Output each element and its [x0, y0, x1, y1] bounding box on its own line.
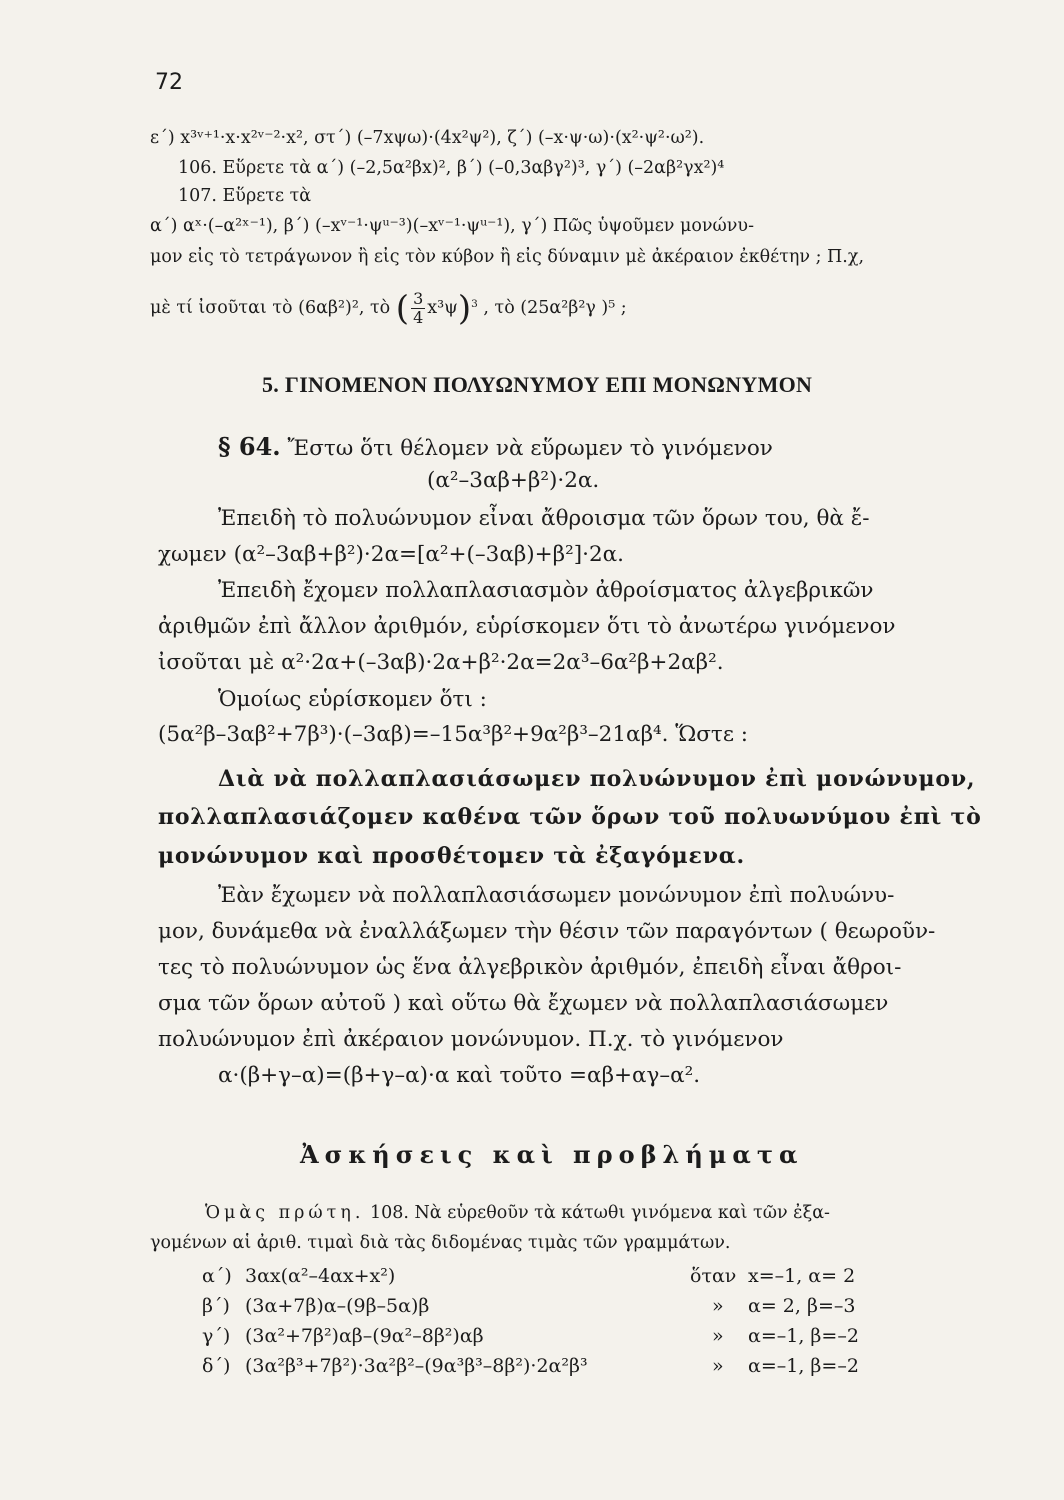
para-line-13: πολυώνυμον ἐπὶ ἀκέραιον μονώνυμον. Π.χ. τὸ γινόμενον: [158, 1027, 784, 1052]
item-condition-mark: »: [712, 1325, 724, 1347]
item-condition: α= 2, β=–3: [748, 1295, 856, 1317]
item-label: γ΄): [202, 1325, 231, 1347]
item-expression: (3α²+7β²)αβ–(9α²–8β²)αβ: [245, 1325, 484, 1347]
group-label: Ὁμὰς πρώτη.: [205, 1203, 365, 1223]
exercise-107-c-text: μὲ τί ἰσοῦται τὸ (6αβ²)², τὸ: [150, 298, 391, 318]
exercise-106: 106. Εὕρετε τὰ α΄) (–2,5α²βx)², β΄) (–0,3αβγ²)³, γ΄) (–2αβ²γx²)⁴: [178, 158, 725, 178]
fraction-term: x³ψ: [427, 298, 458, 318]
item-condition: α=–1, β=–2: [748, 1325, 859, 1347]
item-label: α΄): [202, 1265, 232, 1287]
exercise-107-c: μὲ τί ἰσοῦται τὸ (6αβ²)², τὸ ( $\frac{3}{4}$ x³ψ)$^3$ , τὸ (25α²β²γ )⁵ ;: [150, 288, 627, 329]
para-line-8: (5α²β–3αβ²+7β³)·(–3αβ)=–15α³β²+9α²β³–21αβ⁴. Ὥστε :: [158, 722, 749, 747]
rule-line-3: μονώνυμον καὶ προσθέτομεν τὰ ἐξαγόμενα.: [158, 843, 745, 869]
para-line-9: Ἐὰν ἔχωμεν νὰ πολλαπλασιάσωμεν μονώνυμον ἐπὶ πολυώνυ-: [218, 883, 895, 908]
item-expression: (3α²β³+7β²)·3α²β²–(9α³β³–8β²)·2α²β³: [245, 1355, 588, 1377]
para-line-2: Ἐπειδὴ τὸ πολυώνυμον εἶναι ἄθροισμα τῶν ὅρων του, θὰ ἔ-: [218, 506, 870, 531]
exercise-107-title: 107. Εὕρετε τὰ: [178, 186, 312, 206]
item-expression: (3α+7β)α–(9β–5α)β: [245, 1295, 430, 1317]
para-line-11: τες τὸ πολυώνυμον ὡς ἕνα ἀλγεβρικὸν ἀριθμόν, ἐπειδὴ εἶναι ἄθροι-: [158, 955, 902, 980]
para-line-12: σμα τῶν ὅρων αὐτοῦ ) καὶ οὕτω θὰ ἔχωμεν νὰ πολλαπλασιάσωμεν: [158, 991, 889, 1016]
item-condition-mark: ὅταν: [690, 1265, 737, 1287]
para-line-14: α·(β+γ–α)=(β+γ–α)·α καὶ τοῦτο =αβ+αγ–α².: [218, 1063, 701, 1088]
item-label: β΄): [202, 1295, 230, 1317]
item-condition-mark: »: [712, 1355, 724, 1377]
exercise-108-intro: 108. Νὰ εὑρεθοῦν τὰ κάτωθι γινόμενα καὶ τῶν ἐξα-: [369, 1203, 830, 1223]
para-line-5: ἀριθμῶν ἐπὶ ἄλλον ἀριθμόν, εὑρίσκομεν ὅτι τὸ ἀνωτέρω γινόμενον: [158, 614, 896, 639]
exercise-108-line2: γομένων αἱ ἀριθ. τιμαὶ διὰ τὰς διδομένας τιμὰς τῶν γραμμάτων.: [150, 1233, 731, 1253]
exercise-108-line1: [205, 1202, 830, 1224]
exercise-107-b: μον εἰς τὸ τετράγωνον ἢ εἰς τὸν κύβον ἢ εἰς δύναμιν μὲ ἀκέραιον ἐκθέτην ; Π.χ,: [150, 247, 865, 267]
right-paren: ): [457, 288, 472, 329]
para-line-7: Ὁμοίως εὑρίσκομεν ὅτι :: [218, 687, 487, 712]
para-line-3: χωμεν (α²–3αβ+β²)·2α=[α²+(–3αβ)+β²]·2α.: [158, 542, 624, 567]
exercises-title: Ἀσκήσεις καὶ προβλήματα: [300, 1140, 804, 1169]
rule-line-1: Διὰ νὰ πολλαπλασιάσωμεν πολυώνυμον ἐπὶ μονώνυμον,: [218, 766, 976, 792]
section-heading: 5. ΓΙΝΟΜΕΝΟΝ ΠΟΛΥΩΝΥΜΟΥ ΕΠΙ ΜΟΝΩΝΥΜΟΝ: [262, 372, 813, 397]
item-condition: x=–1, α= 2: [748, 1265, 856, 1287]
exercise-107-c-tail: , τὸ (25α²β²γ )⁵ ;: [483, 298, 627, 318]
item-condition: α=–1, β=–2: [748, 1355, 859, 1377]
fraction-numerator: 3: [413, 289, 424, 308]
left-paren: (: [395, 288, 410, 329]
section-64-line1: [218, 433, 773, 463]
page-number: 72: [155, 70, 183, 95]
para-line-10: μον, δυνάμεθα νὰ ἐναλλάξωμεν τὴν θέσιν τῶν παραγόντων ( θεωροῦν-: [158, 919, 936, 944]
section-64-intro: Ἔστω ὅτι θέλομεν νὰ εὕρωμεν τὸ γινόμενον: [287, 436, 773, 461]
exercise-105-cont: ε΄) x³ᵛ⁺¹·x·x²ᵛ⁻²·x², στ΄) (–7xψω)·(4x²ψ²), ζ΄) (–x·ψ·ω)·(x²·ψ²·ω²).: [150, 128, 705, 148]
section-mark: § 64.: [218, 432, 281, 461]
expr-1: (α²–3αβ+β²)·2α.: [427, 468, 600, 493]
rule-line-2: πολλαπλασιάζομεν καθένα τῶν ὅρων τοῦ πολυωνύμου ἐπὶ τὸ: [158, 804, 982, 830]
item-expression: 3αx(α²–4αx+x²): [245, 1265, 396, 1287]
fraction: [411, 290, 425, 327]
exercise-107-a: α΄) αˣ·(–α²ˣ⁻¹), β΄) (–xᵛ⁻¹·ψᵘ⁻³)(–xᵛ⁻¹·ψᵘ⁻¹), γ΄) Πῶς ὑψοῦμεν μονώνυ-: [150, 216, 754, 236]
fraction-denominator: 4: [413, 308, 424, 327]
para-line-4: Ἐπειδὴ ἔχομεν πολλαπλασιασμὸν ἀθροίσματος ἀλγεβρικῶν: [218, 578, 874, 603]
para-line-6: ἰσοῦται μὲ α²·2α+(–3αβ)·2α+β²·2α=2α³–6α²β+2αβ².: [158, 650, 724, 675]
item-condition-mark: »: [712, 1295, 724, 1317]
item-label: δ΄): [202, 1355, 231, 1377]
